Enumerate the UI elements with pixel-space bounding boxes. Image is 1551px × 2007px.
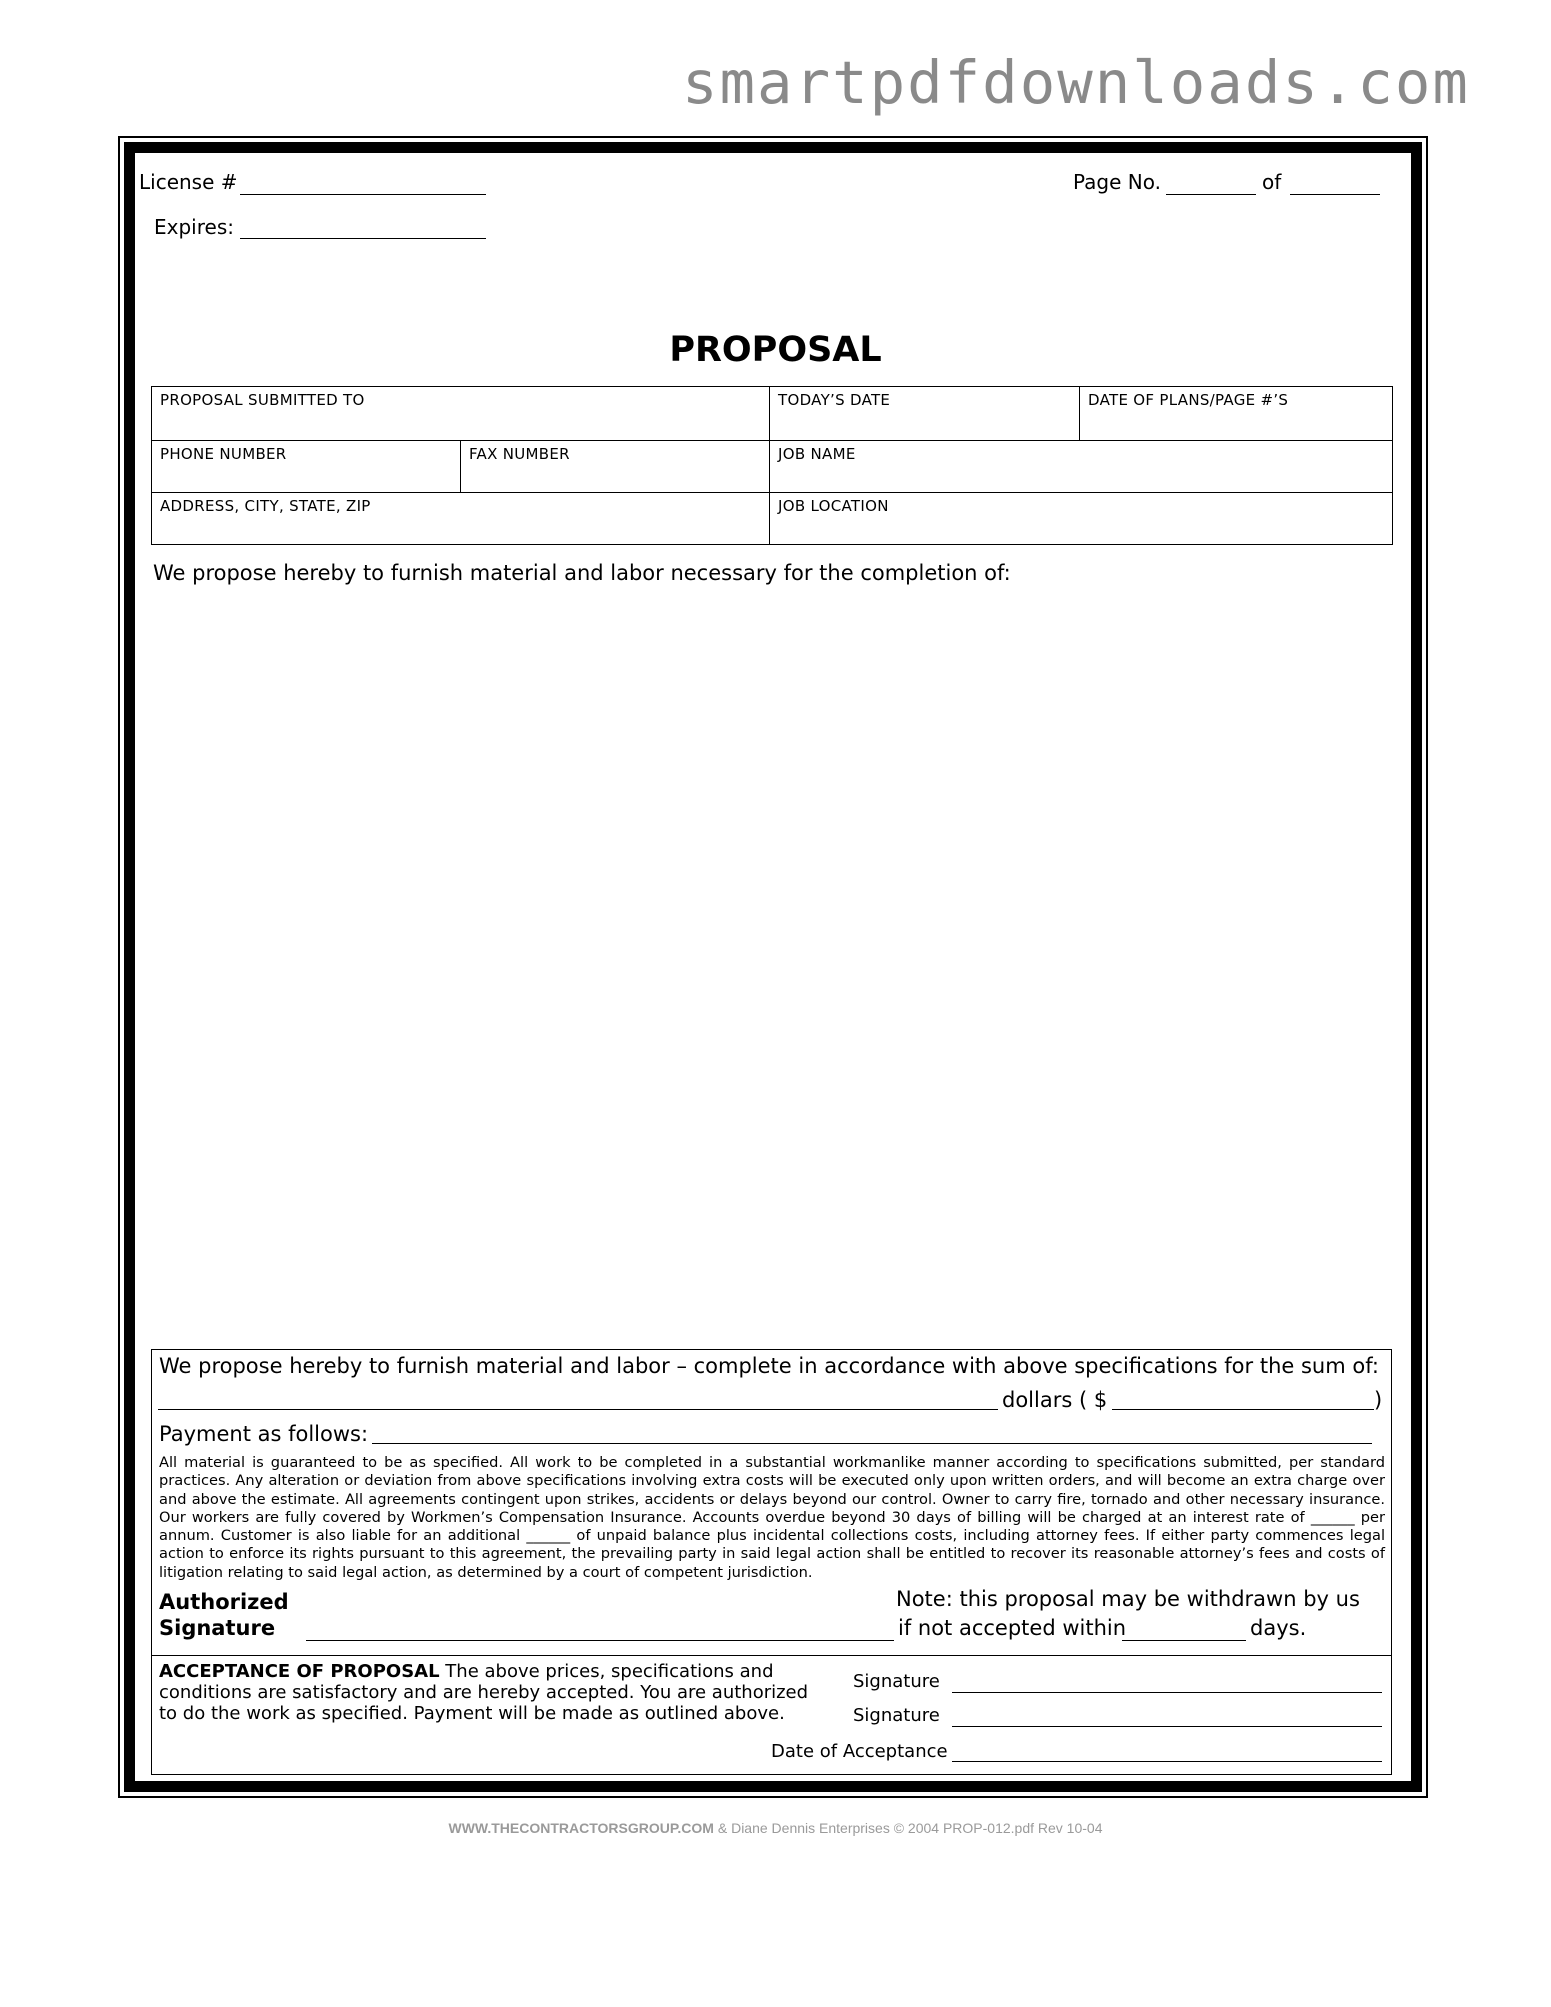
job-location-label: JOB LOCATION bbox=[778, 497, 889, 515]
job-location-cell[interactable] bbox=[770, 493, 1393, 545]
signature-label-2: Signature bbox=[853, 1705, 940, 1726]
sum-intro-text: We propose hereby to furnish material and labor – complete in accordance with above specifications for the sum of: bbox=[159, 1354, 1379, 1378]
acceptance-divider bbox=[151, 1655, 1392, 1656]
acceptance-text bbox=[159, 1661, 819, 1724]
date-of-acceptance-label: Date of Acceptance bbox=[771, 1741, 948, 1762]
signature-label-1: Signature bbox=[853, 1671, 940, 1692]
withdrawal-note-days: days. bbox=[1250, 1616, 1307, 1640]
payment-field[interactable] bbox=[372, 1443, 1372, 1444]
date-of-plans-label: DATE OF PLANS/PAGE #’S bbox=[1088, 391, 1289, 409]
terms-text bbox=[159, 1454, 1385, 1582]
page-number-field[interactable] bbox=[1166, 194, 1256, 195]
todays-date-label: TODAY’S DATE bbox=[778, 391, 891, 409]
acceptance-signature-field-2[interactable] bbox=[952, 1726, 1382, 1727]
terms-part1: All material is guaranteed to be as specified. All work to be completed in a substantial workmanlike manner according to specifications submitted, per standard practices. Any alteration or deviation from above specifications involving extra costs will be executed only upon written orders, and will become an extra charge over and above the estimate. All agreements contingent upon strikes, accidents or delays beyond our control. Owner to carry fire, tornado and other necessary insurance. Our workers are fully covered by Workmen’s Compensation Insurance. Accounts overdue beyond 30 days of billing will be charged at an interest rate of bbox=[159, 1454, 1385, 1526]
dollars-label: dollars ( $ bbox=[1002, 1388, 1108, 1412]
job-name-label: JOB NAME bbox=[778, 445, 856, 463]
work-description-area[interactable] bbox=[151, 600, 1392, 1330]
terms-part3: of unpaid balance plus incidental collections costs, including attorney fees. If either party commences legal action to enforce its rights pursuant to this agreement, the prevailing party in said legal action shall be entitled to recover its reasonable attorney’s fees and costs of litigation relating to said legal action, as determined by a court of competent jurisdiction. bbox=[159, 1527, 1386, 1581]
phone-label: PHONE NUMBER bbox=[160, 445, 287, 463]
footer bbox=[0, 1820, 1551, 1836]
todays-date-cell[interactable] bbox=[770, 387, 1080, 441]
date-of-plans-cell[interactable] bbox=[1080, 387, 1393, 441]
footer-copyright: & Diane Dennis Enterprises © 2004 PROP-012.pdf Rev 10-04 bbox=[713, 1820, 1103, 1836]
acceptance-signature-field-1[interactable] bbox=[952, 1692, 1382, 1693]
license-field[interactable] bbox=[240, 194, 486, 195]
sum-amount-field[interactable] bbox=[1112, 1409, 1374, 1410]
close-paren: ) bbox=[1374, 1388, 1383, 1412]
submitted-to-cell[interactable] bbox=[152, 387, 770, 441]
phone-cell[interactable] bbox=[152, 441, 461, 493]
address-cell[interactable] bbox=[152, 493, 770, 545]
expires-label: Expires: bbox=[154, 215, 234, 239]
submitted-to-label: PROPOSAL SUBMITTED TO bbox=[160, 391, 365, 409]
page-title: PROPOSAL bbox=[669, 330, 882, 370]
authorized-signature-field[interactable] bbox=[306, 1640, 894, 1641]
proposal-info-table bbox=[151, 386, 1393, 545]
interest-rate-blank[interactable]: ______ bbox=[1310, 1508, 1355, 1526]
collection-rate-blank[interactable]: ______ bbox=[526, 1527, 571, 1545]
authorized-label-2: Signature bbox=[159, 1616, 276, 1640]
page-number-label: Page No. bbox=[1073, 170, 1161, 194]
acceptance-body: The above prices, specifications and conditions are satisfactory and are hereby accepted. You are authorized to do the work as specified. Payment will be made as outlined above. bbox=[159, 1661, 809, 1724]
address-label: ADDRESS, CITY, STATE, ZIP bbox=[160, 497, 371, 515]
license-label: License # bbox=[139, 170, 238, 194]
withdrawal-days-field[interactable] bbox=[1122, 1640, 1246, 1641]
payment-label: Payment as follows: bbox=[159, 1422, 369, 1446]
job-name-cell[interactable] bbox=[770, 441, 1393, 493]
authorized-label-1: Authorized bbox=[159, 1590, 289, 1614]
terms-part2: per annum. Customer is also liable for an additional bbox=[159, 1508, 1385, 1545]
page-total-field[interactable] bbox=[1290, 194, 1380, 195]
withdrawal-note: Note: this proposal may be withdrawn by us bbox=[896, 1587, 1360, 1611]
fax-cell[interactable] bbox=[461, 441, 770, 493]
proposal-intro-text: We propose hereby to furnish material and labor necessary for the completion of: bbox=[153, 561, 1011, 585]
footer-site: WWW.THECONTRACTORSGROUP.COM bbox=[448, 1820, 714, 1836]
sum-words-field[interactable] bbox=[158, 1409, 998, 1410]
withdrawal-note-within: if not accepted within bbox=[898, 1616, 1127, 1640]
watermark: smartpdfdownloads.com bbox=[682, 48, 1470, 117]
fax-label: FAX NUMBER bbox=[469, 445, 570, 463]
page-of-label: of bbox=[1262, 170, 1282, 194]
acceptance-heading: ACCEPTANCE OF PROPOSAL bbox=[159, 1661, 440, 1682]
expires-field[interactable] bbox=[240, 238, 486, 239]
date-of-acceptance-field[interactable] bbox=[952, 1761, 1382, 1762]
